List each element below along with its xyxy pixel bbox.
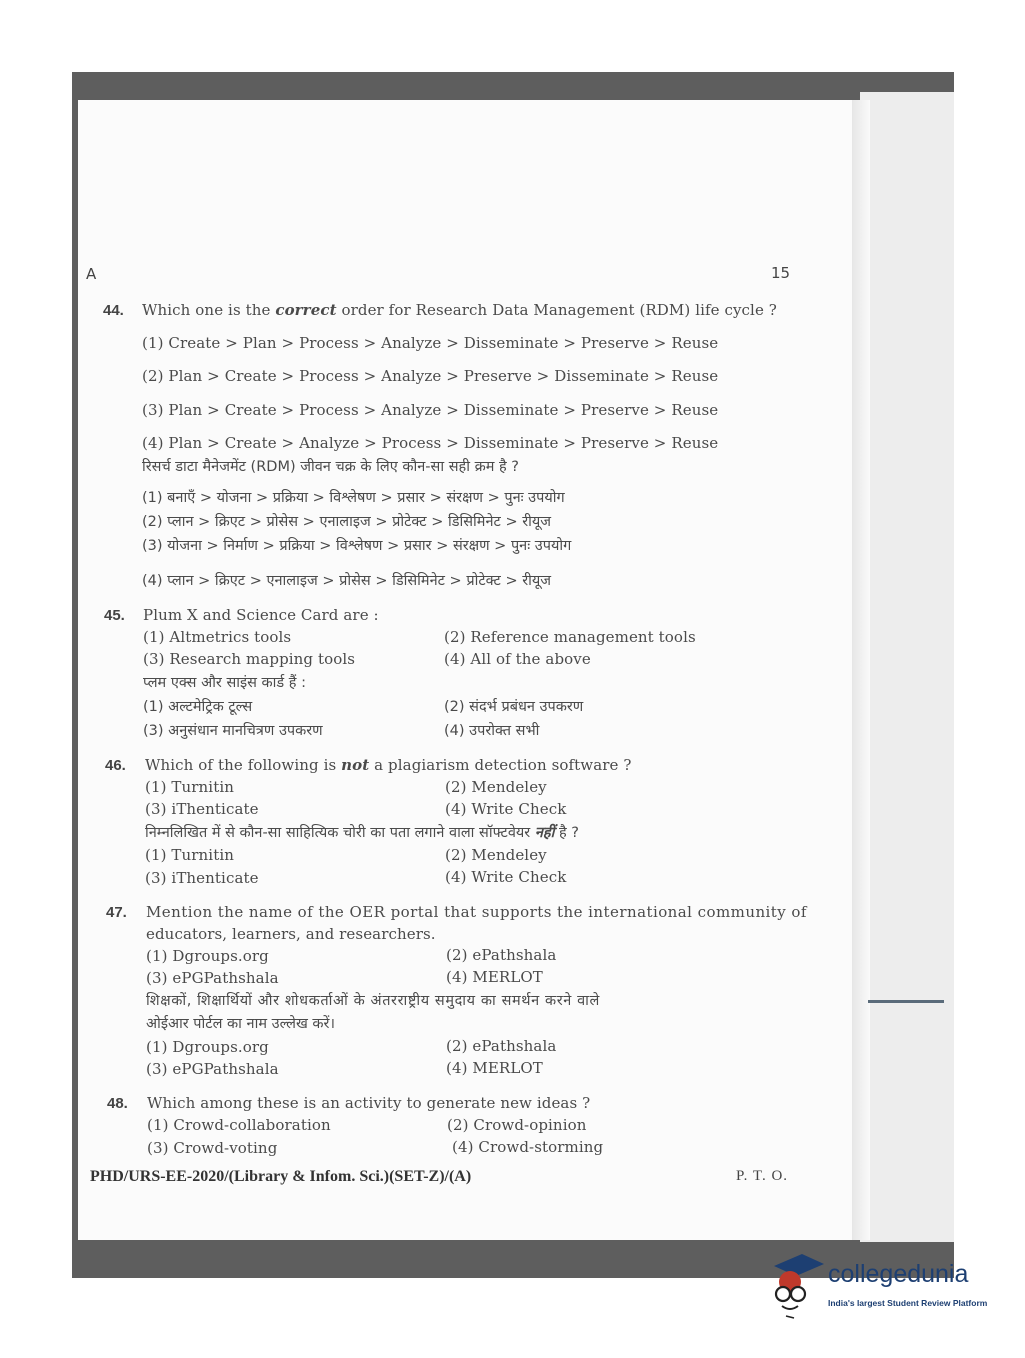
option: (2) Mendeley bbox=[445, 778, 547, 796]
question-text: Which one is the correct order for Research Data Management (RDM) life cycle ? bbox=[142, 301, 777, 319]
hindi-option: (1) बनाएँ > योजना > प्रक्रिया > विश्लेषण > प्रसार > संरक्षण > पुनः उपयोग bbox=[142, 490, 565, 506]
paper-code: PHD/URS-EE-2020/(Library & Infom. Sci.)(SET-Z)/(A) bbox=[90, 1168, 472, 1185]
hindi-option: (2) Mendeley bbox=[445, 846, 547, 864]
question-number: 44. bbox=[103, 302, 124, 319]
hindi-option: (2) प्लान > क्रिएट > प्रोसेस > एनालाइज > प्रोटेक्ट > डिसिमिनेट > रीयूज bbox=[142, 514, 552, 530]
option: (2) Crowd-opinion bbox=[447, 1116, 587, 1134]
option: (2) Plan > Create > Process > Analyze > Preserve > Disseminate > Reuse bbox=[142, 367, 719, 385]
option: (1) Altmetrics tools bbox=[143, 628, 292, 646]
underlying-page bbox=[860, 92, 954, 1242]
option: (4) Plan > Create > Analyze > Process > Disseminate > Preserve > Reuse bbox=[142, 434, 719, 452]
option: (1) Turnitin bbox=[145, 778, 234, 796]
divider-line bbox=[868, 1000, 944, 1003]
pto-mark: P. T. O. bbox=[736, 1168, 789, 1184]
hindi-option: (1) Dgroups.org bbox=[146, 1038, 269, 1056]
emphasis-word: correct bbox=[275, 301, 337, 319]
hindi-option: (2) संदर्भ प्रबंधन उपकरण bbox=[444, 699, 584, 715]
option: (1) Crowd-collaboration bbox=[147, 1116, 331, 1134]
hindi-question-text: रिसर्च डाटा मैनेजमेंट (RDM) जीवन चक्र के लिए कौन-सा सही क्रम है ? bbox=[142, 459, 519, 475]
hindi-option: (2) ePathshala bbox=[446, 1037, 557, 1055]
hindi-question-text: निम्नलिखित में से कौन-सा साहित्यिक चोरी का पता लगाने वाला सॉफ्टवेयर नहीं है ? bbox=[145, 825, 579, 841]
hindi-option: (1) Turnitin bbox=[145, 846, 234, 864]
page-number: 15 bbox=[771, 264, 791, 282]
question-text: Which among these is an activity to generate new ideas ? bbox=[147, 1094, 591, 1112]
option: (3) Research mapping tools bbox=[143, 650, 356, 668]
question-text: Plum X and Science Card are : bbox=[143, 606, 379, 624]
hindi-option: (3) iThenticate bbox=[145, 869, 259, 887]
option: (3) ePGPathshala bbox=[146, 969, 279, 987]
option: (1) Create > Plan > Process > Analyze > Disseminate > Preserve > Reuse bbox=[142, 334, 719, 352]
hindi-question-text: शिक्षकों, शिक्षार्थियों और शोधकर्ताओं के अंतरराष्ट्रीय समुदाय का समर्थन करने वाले bbox=[146, 993, 600, 1009]
option: (3) iThenticate bbox=[145, 800, 259, 818]
hindi-option: (4) MERLOT bbox=[446, 1059, 543, 1077]
hindi-option: (1) अल्टमेट्रिक टूल्स bbox=[143, 699, 253, 715]
question-number: 45. bbox=[104, 607, 125, 624]
emphasis-word: not bbox=[341, 756, 370, 774]
brand-name: collegedunia bbox=[828, 1260, 969, 1288]
option: (4) Crowd-storming bbox=[452, 1138, 604, 1156]
question-text-continued: educators, learners, and researchers. bbox=[146, 925, 436, 943]
hindi-option: (3) ePGPathshala bbox=[146, 1060, 279, 1078]
page-edge-shadow bbox=[852, 100, 870, 1240]
option: (1) Dgroups.org bbox=[146, 947, 269, 965]
collegedunia-watermark bbox=[768, 1252, 998, 1324]
option: (4) All of the above bbox=[444, 650, 591, 668]
hindi-option: (4) प्लान > क्रिएट > एनालाइज > प्रोसेस > डिसिमिनेट > प्रोटेक्ट > रीयूज bbox=[142, 573, 552, 589]
hindi-option: (4) उपरोक्त सभी bbox=[444, 723, 540, 739]
question-text: Which of the following is not a plagiarism detection software ? bbox=[145, 756, 632, 774]
question-number: 48. bbox=[107, 1095, 128, 1112]
set-letter: A bbox=[86, 265, 97, 283]
option: (4) Write Check bbox=[445, 800, 567, 818]
question-number: 47. bbox=[106, 904, 127, 921]
hindi-question-text: प्लम एक्स और साइंस कार्ड हैं : bbox=[143, 675, 306, 691]
option: (3) Crowd-voting bbox=[147, 1139, 278, 1157]
question-number: 46. bbox=[105, 757, 126, 774]
hindi-emphasis-word: नहीं bbox=[534, 825, 555, 841]
option: (2) ePathshala bbox=[446, 946, 557, 964]
option: (2) Reference management tools bbox=[444, 628, 696, 646]
question-text: Mention the name of the OER portal that supports the international community of bbox=[146, 903, 807, 921]
hindi-question-text-continued: ओईआर पोर्टल का नाम उल्लेख करें। bbox=[146, 1016, 335, 1032]
mascot-icon bbox=[768, 1252, 826, 1324]
hindi-option: (3) अनुसंधान मानचित्रण उपकरण bbox=[143, 723, 323, 739]
option: (3) Plan > Create > Process > Analyze > Disseminate > Preserve > Reuse bbox=[142, 401, 719, 419]
brand-tagline: India's largest Student Review Platform bbox=[828, 1298, 988, 1308]
hindi-option: (3) योजना > निर्माण > प्रक्रिया > विश्लेषण > प्रसार > संरक्षण > पुनः उपयोग bbox=[142, 538, 572, 554]
option: (4) MERLOT bbox=[446, 968, 543, 986]
hindi-option: (4) Write Check bbox=[445, 868, 567, 886]
